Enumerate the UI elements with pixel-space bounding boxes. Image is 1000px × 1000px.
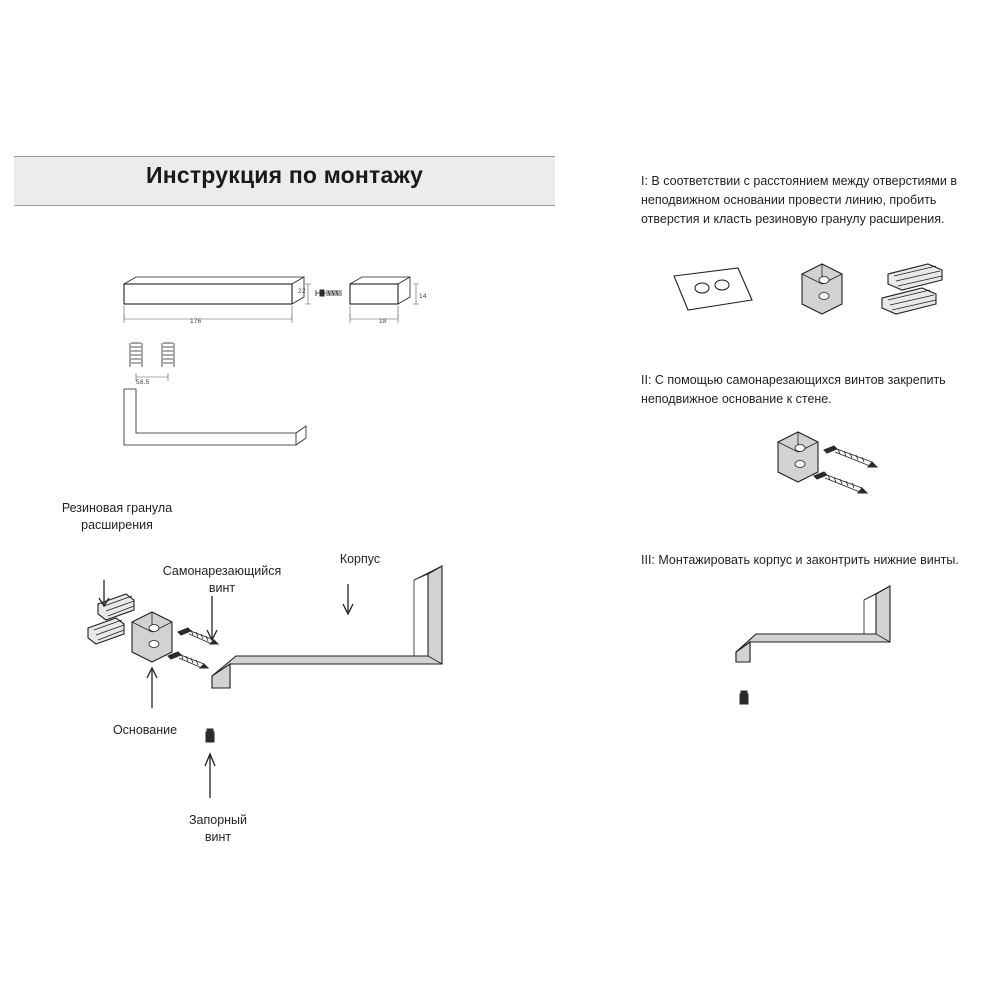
callout-locking-screw [158, 812, 278, 846]
dimension-height-side: 14 [419, 293, 427, 300]
callout-self-tapping-screw-line1: Самонарезающийся [162, 564, 282, 578]
locking-screw-step3-icon [740, 691, 748, 704]
wall-plate-icon [674, 268, 752, 310]
screw-side-view [316, 290, 342, 296]
self-tapping-screw-icon [168, 628, 218, 668]
dimension-hole-spacing: 58.5 [136, 379, 150, 386]
callout-self-tapping-screw [142, 563, 302, 597]
dimension-length: 176 [190, 318, 202, 325]
step-2-illustration [760, 428, 910, 508]
callout-rubber-granule-line1: Резиновая гранула [61, 501, 173, 515]
dimension-height-main: 22 [298, 288, 306, 295]
page-title: Инструкция по монтажу [146, 162, 423, 188]
dimension-depth: 18 [379, 318, 387, 325]
exploded-assembly-drawing [60, 560, 480, 810]
callout-body: Корпус [339, 552, 381, 566]
step-3-illustration [718, 580, 918, 730]
base-block-icon [132, 612, 172, 662]
callout-base: Основание [112, 723, 178, 737]
self-tapping-screw-step2-icon [814, 446, 877, 493]
callout-self-tapping-screw-line2: винт [208, 581, 236, 595]
base-block-step1-icon [802, 264, 842, 314]
step-3-text: III: Монтажировать корпус и законтрить нижние винты. [641, 553, 959, 567]
step-1-text: I: В соответствии с расстоянием между отверстиями в неподвижном основании провести линию, пробить отверстия и класть резиновую гранулу расширения. [641, 174, 957, 226]
locking-screw-icon [206, 729, 214, 742]
callout-rubber-granule-line2: расширения [81, 518, 153, 532]
rubber-granule-step1-icon [882, 264, 942, 314]
callout-locking-screw-line2: винт [204, 830, 232, 844]
step-2-text: II: С помощью самонарезающихся винтов закрепить неподвижное основание к стене. [641, 373, 946, 406]
base-block-step2-icon [778, 432, 818, 482]
step-1-illustration [660, 258, 970, 338]
dimension-drawing [110, 265, 440, 465]
front-view [124, 343, 306, 445]
rubber-granule-icon [88, 594, 134, 644]
assembled-holder-icon [736, 586, 890, 662]
callout-locking-screw-line1: Запорный [188, 813, 248, 827]
callout-rubber-granule [42, 500, 192, 534]
